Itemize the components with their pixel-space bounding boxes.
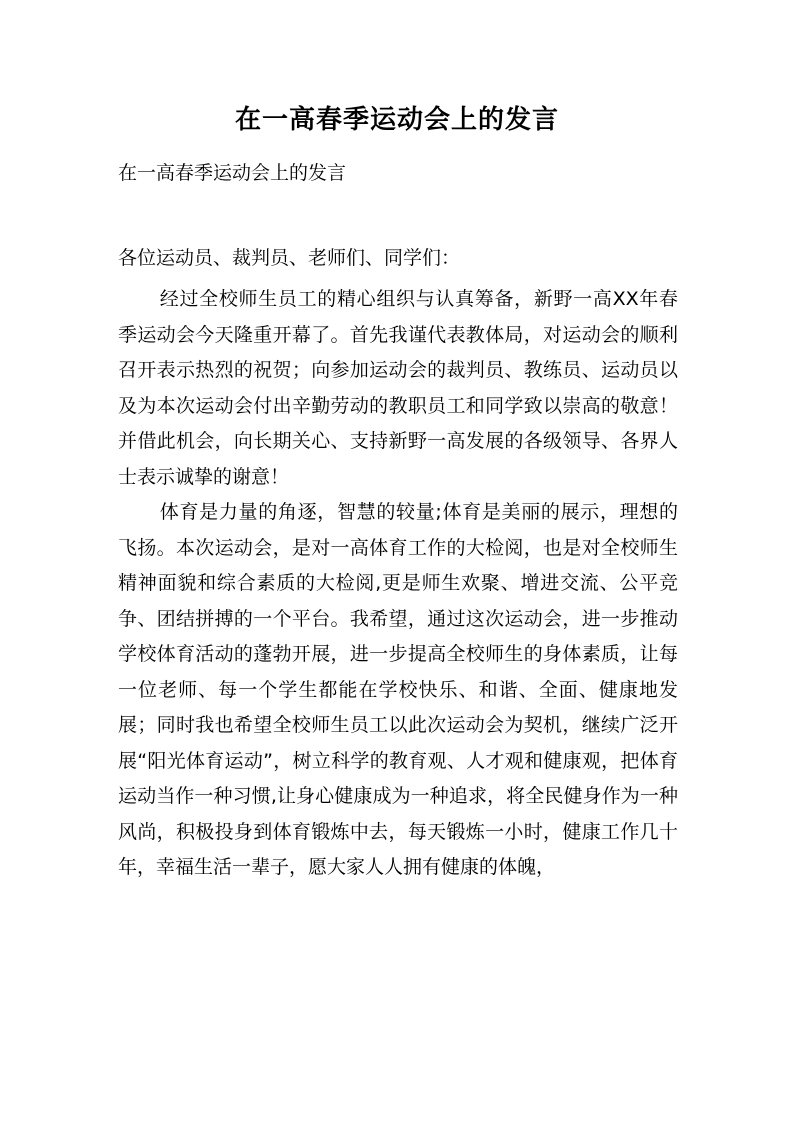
paragraph-1: 经过全校师生员工的精心组织与认真筹备，新野一高XX年春季运动会今天隆重开幕了。首先我谨代表教体局，对运动会的顺利召开表示热烈的祝贺；向参加运动会的裁判员、教练员、运动员以及为本次运动会付出辛勤劳动的教职员工和同学致以崇高的敬意！并借此机会，向长期关心、支持新野一高发展的各级领导、各界人士表示诚挚的谢意！: [118, 288, 678, 488]
document-subtitle: 在一高春季运动会上的发言: [118, 162, 347, 184]
paragraph-2: 体育是力量的角逐，智慧的较量;体育是美丽的展示，理想的飞扬。本次运动会，是对一高体育工作的大检阅，也是对全校师生精神面貌和综合素质的大检阅,更是师生欢聚、增进交流、公平竞争、团结拼搏的一个平台。我希望，通过这次运动会，进一步推动学校体育活动的蓬勃开展，进一步提高全校师生的身体素质，让每一位老师、每一个学生都能在学校快乐、和谐、全面、健康地发展；同时我也希望全校师生员工以此次运动会为契机，继续广泛开展“阳光体育运动”，树立科学的教育观、人才观和健康观，把体育运动当作一种习惯,让身心健康成为一种追求，将全民健身作为一种风尚，积极投身到体育锻炼中去，每天锻炼一小时，健康工作几十年，幸福生活一辈子，愿大家人人拥有健康的体魄，: [118, 501, 678, 878]
document-title: 在一高春季运动会上的发言: [234, 105, 559, 135]
greeting-line: 各位运动员、裁判员、老师们、同学们：: [118, 247, 461, 269]
document-body: [118, 282, 678, 886]
